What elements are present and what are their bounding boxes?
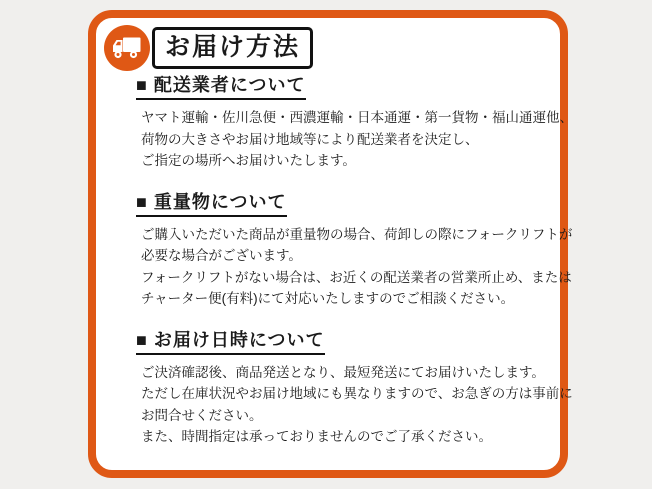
delivery-truck-icon [104, 25, 150, 71]
text-line: ヤマト運輸・佐川急便・西濃運輸・日本通運・第一貨物・福山通運他、 [141, 110, 573, 125]
text-line: お問合せください。 [141, 407, 263, 423]
section-body [136, 224, 573, 310]
text-line: ただし在庫状況やお届け地域にも異なりますので、お急ぎの方は事前に [141, 386, 573, 401]
section-heading: ■ 重量物について [136, 188, 287, 217]
sections-container [136, 71, 573, 448]
text-line: 必要な場合がございます。 [141, 248, 302, 263]
text-line: 荷物の大きさやお届け地域等により配送業者を決定し、 [141, 131, 479, 147]
delivery-info-panel [88, 10, 573, 478]
text-line: ご決済確認後、商品発送となり、最短発送にてお届けいたします。 [141, 364, 545, 380]
text-line: また、時間指定は承っておりませんのでご了承ください。 [141, 429, 492, 444]
text-line: フォークリフトがない場合は、お近くの配送業者の営業所止め、または [141, 269, 572, 285]
section-heading: ■ お届け日時について [136, 326, 325, 355]
panel-header [104, 25, 560, 71]
section-shipping-carriers [136, 71, 573, 172]
page-title: お届け方法 [152, 27, 313, 69]
section-heavy-items [136, 188, 573, 310]
text-line: ご指定の場所へお届けいたします。 [141, 153, 356, 168]
section-delivery-schedule [136, 326, 573, 448]
section-heading: ■ 配送業者について [136, 71, 306, 100]
text-line: チャーター便(有料)にて対応いたしますのでご相談ください。 [141, 291, 515, 306]
text-line: ご購入いただいた商品が重量物の場合、荷卸しの際にフォークリフトが [141, 226, 573, 242]
section-body [136, 362, 573, 448]
section-body [136, 107, 573, 172]
